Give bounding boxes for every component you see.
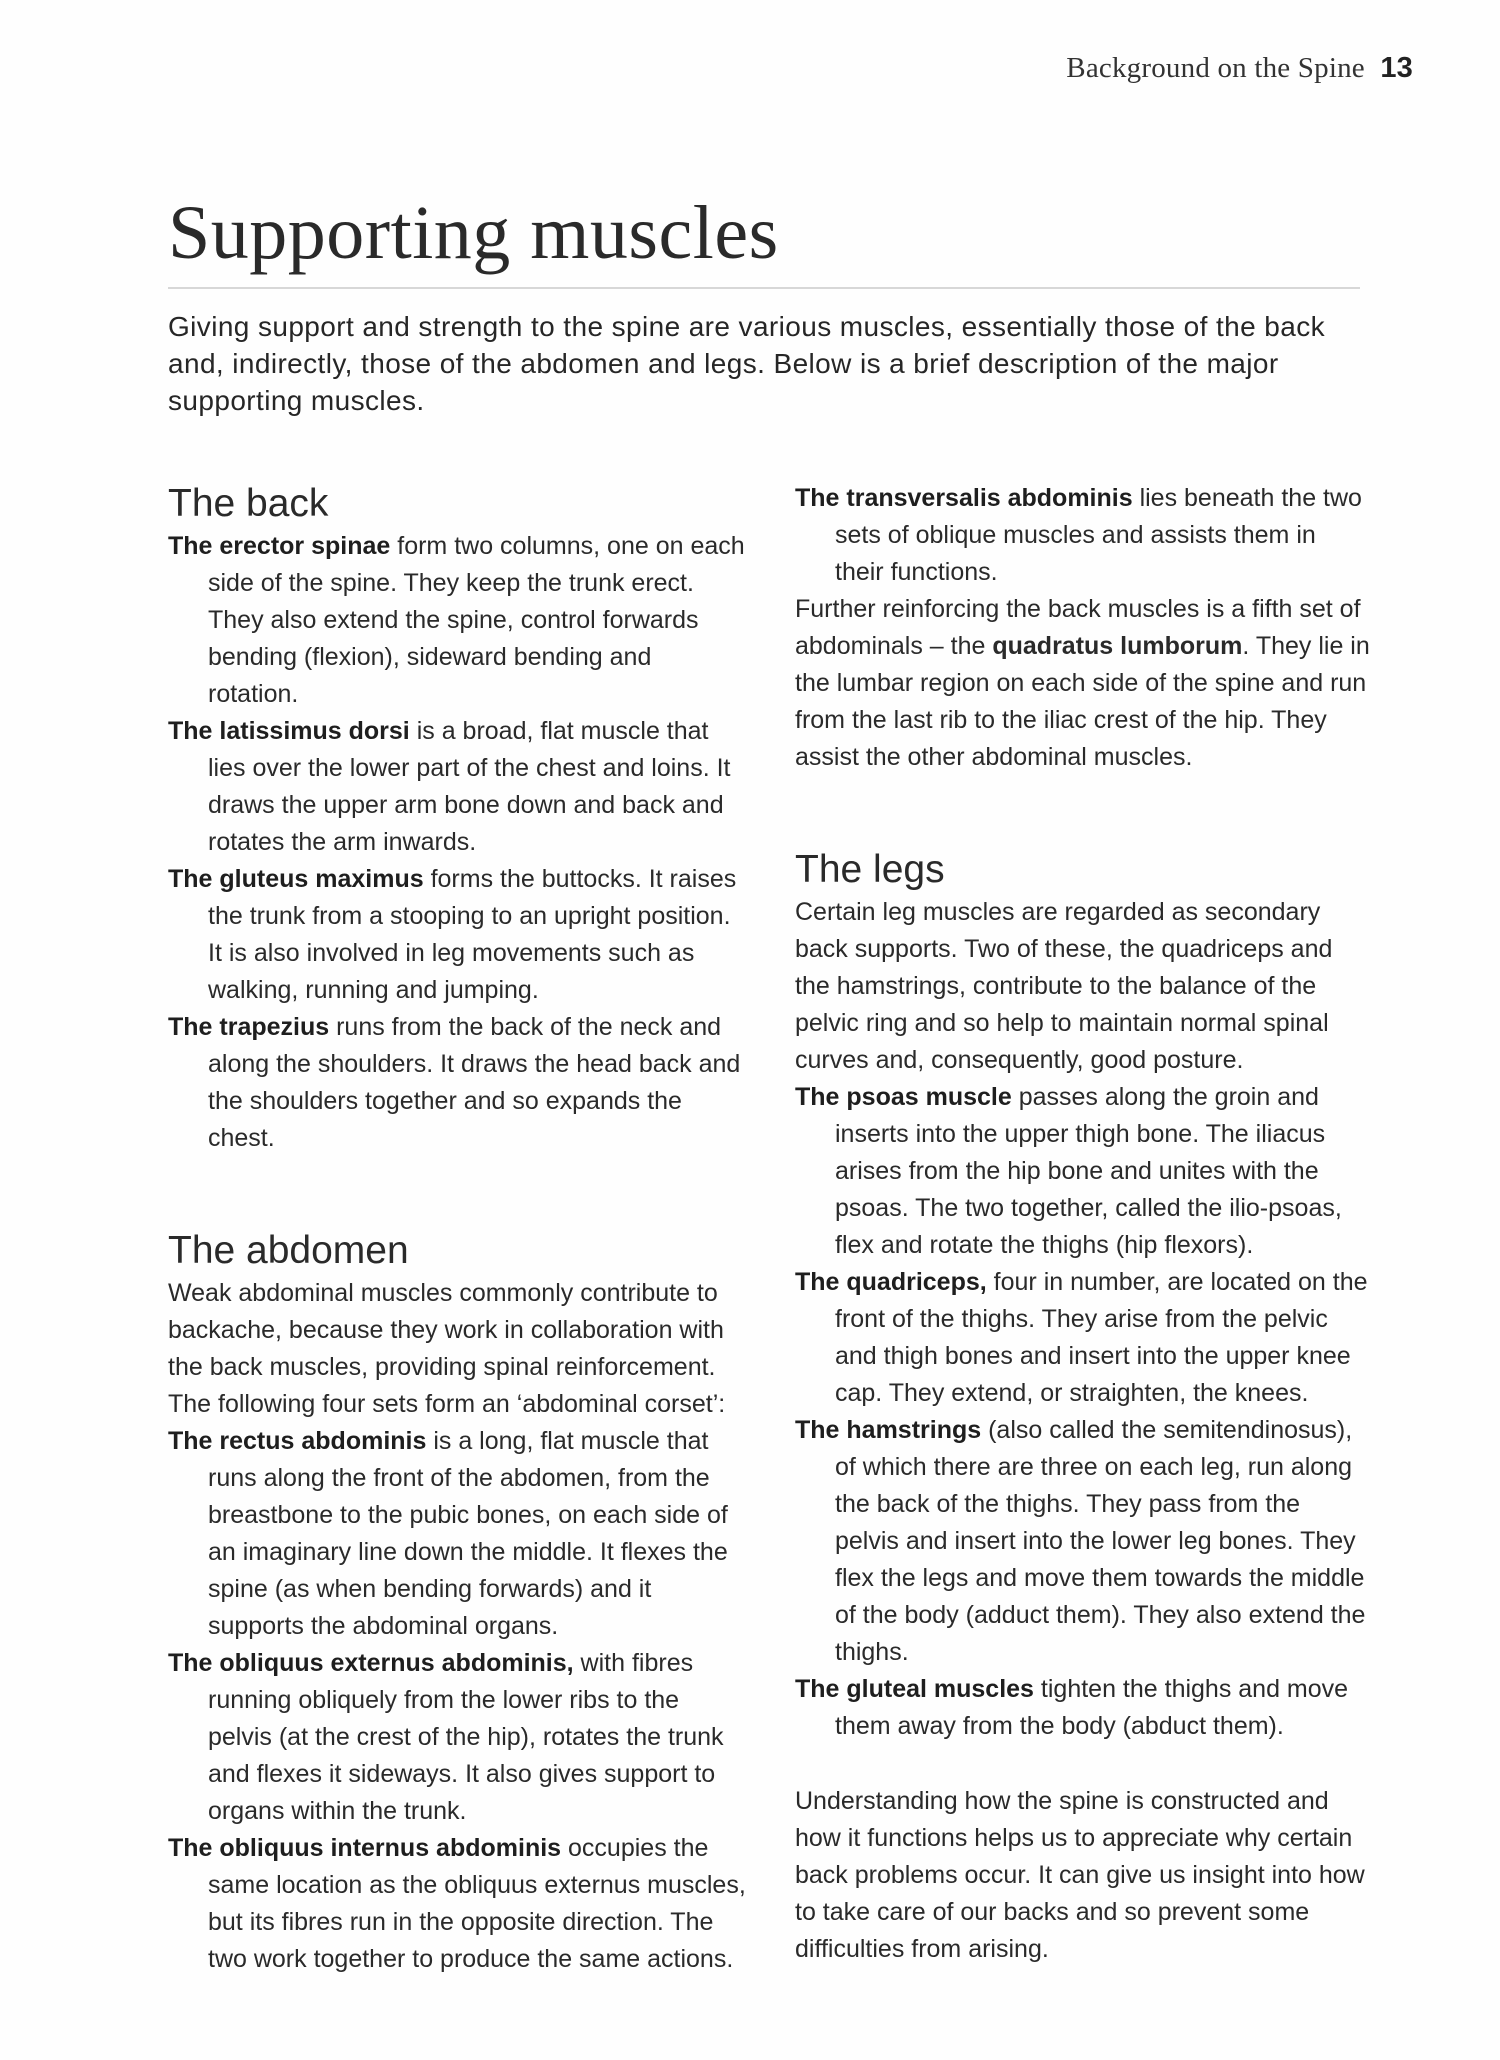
muscle-description: tighten the thighs and move them away from the body (abduct them).	[835, 1675, 1349, 1740]
muscle-term: The gluteal muscles	[795, 1675, 1034, 1703]
section-heading-abdomen: The abdomen	[168, 1229, 409, 1272]
conclusion-paragraph: Understanding how the spine is constructed and how it functions helps us to appreciate why certain back problems occur. It can give us insight into how to take care of our backs and so prevent some difficulties from arising.	[795, 1787, 1365, 1963]
muscle-term: The obliquus externus abdominis,	[168, 1649, 574, 1677]
intro-paragraph: Giving support and strength to the spine are various muscles, essentially those of the back and, indirectly, those of the abdomen and legs. Below is a brief description of the major supporting muscles.	[168, 311, 1326, 416]
muscle-entry	[168, 1645, 748, 1830]
muscle-description: runs from the back of the neck and along the shoulders. It draws the head back and the shoulders together and so expands the chest.	[208, 1013, 741, 1152]
muscle-term: The hamstrings	[795, 1416, 982, 1444]
page-title: Supporting muscles	[168, 191, 779, 275]
muscle-description: is a broad, flat muscle that lies over the lower part of the chest and loins. It draws the upper arm bone down and back and rotates the arm inwards.	[208, 717, 731, 856]
muscle-entry	[795, 1079, 1370, 1264]
abdomen-intro: Weak abdominal muscles commonly contribute to backache, because they work in collaboration with the back muscles, providing spinal reinforcement. The following four sets form an ‘abdominal corset’:	[168, 1279, 726, 1418]
title-divider	[168, 287, 1360, 289]
muscle-entry	[168, 528, 748, 713]
running-header	[1066, 52, 1413, 85]
muscle-term: The latissimus dorsi	[168, 717, 410, 745]
left-column	[168, 480, 748, 1978]
running-title: Background on the Spine	[1066, 52, 1365, 84]
legs-intro: Certain leg muscles are regarded as secondary back supports. Two of these, the quadriceps and the hamstrings, contribute to the balance of the pelvic ring and so help to maintain normal spinal curves and, consequently, good posture.	[795, 898, 1333, 1074]
muscle-term: The trapezius	[168, 1013, 330, 1041]
muscle-term: The rectus abdominis	[168, 1427, 427, 1455]
muscle-term: The erector spinae	[168, 532, 391, 560]
right-column	[795, 480, 1370, 1968]
muscle-entry	[168, 861, 748, 1009]
muscle-description: four in number, are located on the front of the thighs. They arise from the pelvic and thigh bones and insert into the upper knee cap. They extend, or straighten, the knees.	[835, 1268, 1368, 1407]
muscle-description: (also called the semitendinosus), of which there are three on each leg, run along the back of the thighs. They pass from the pelvis and insert into the lower leg bones. They flex the legs and move them towards the middle of the body (adduct them). They also extend the thighs.	[835, 1416, 1366, 1666]
muscle-description: forms the buttocks. It raises the trunk from a stooping to an upright position. It is also involved in leg movements such as walking, running and jumping.	[208, 865, 737, 1004]
muscle-entry	[795, 480, 1370, 591]
muscle-description: form two columns, one on each side of the spine. They keep the trunk erect. They also extend the spine, control forwards bending (flexion), sideward bending and rotation.	[208, 532, 745, 708]
muscle-term: The obliquus internus abdominis	[168, 1834, 562, 1862]
muscle-description: is a long, flat muscle that runs along the front of the abdomen, from the breastbone to the pubic bones, on each side of an imaginary line down the middle. It flexes the spine (as when bending forwards) and it supports the abdominal organs.	[208, 1427, 728, 1640]
section-heading-back: The back	[168, 482, 329, 525]
muscle-term: The psoas muscle	[795, 1083, 1012, 1111]
muscle-entry	[795, 1412, 1370, 1671]
muscle-entry	[168, 713, 748, 861]
abdomen-closing: Further reinforcing the back muscles is a fifth set of abdominals – the quadratus lumborum. They lie in the lumbar region on each side of the spine and run from the last rib to the iliac crest of the hip. They assist the other abdominal muscles.	[795, 595, 1370, 771]
muscle-entry	[168, 1423, 748, 1645]
muscle-entry	[795, 1671, 1370, 1745]
muscle-term: The transversalis abdominis	[795, 484, 1133, 512]
muscle-description: lies beneath the two sets of oblique muscles and assists them in their functions.	[835, 484, 1362, 586]
muscle-entry	[168, 1830, 748, 1978]
muscle-description: with fibres running obliquely from the lower ribs to the pelvis (at the crest of the hip), rotates the trunk and flexes it sideways. It also gives support to organs within the trunk.	[208, 1649, 724, 1825]
muscle-description: passes along the groin and inserts into the upper thigh bone. The iliacus arises from the hip bone and unites with the psoas. The two together, called the ilio-psoas, flex and rotate the thighs (hip flexors).	[835, 1083, 1342, 1259]
muscle-entry	[168, 1009, 748, 1157]
muscle-term: quadratus lumborum	[992, 632, 1243, 660]
muscle-term: The quadriceps,	[795, 1268, 987, 1296]
muscle-description: occupies the same location as the obliquus externus muscles, but its fibres run in the opposite direction. The two work together to produce the same actions.	[208, 1834, 746, 1973]
section-heading-legs: The legs	[795, 848, 945, 891]
page-number: 13	[1380, 52, 1413, 84]
muscle-entry	[795, 1264, 1370, 1412]
muscle-term: The gluteus maximus	[168, 865, 424, 893]
